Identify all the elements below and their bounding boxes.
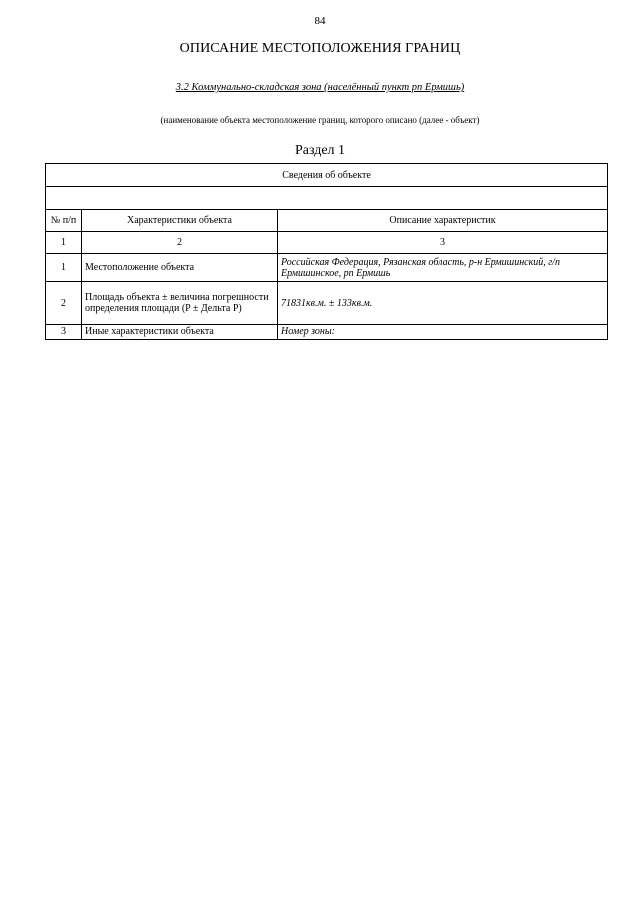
object-caption: (наименование объекта местоположение границ, которого описано (далее - объект) <box>160 115 480 125</box>
table-row <box>46 325 608 340</box>
column-number-2: 2 <box>82 232 278 254</box>
table-header: Сведения об объекте <box>46 164 608 187</box>
table-row <box>46 254 608 282</box>
column-number-1: 1 <box>46 232 82 254</box>
section-title: Раздел 1 <box>294 143 346 158</box>
row-description: Номер зоны: <box>278 325 608 340</box>
row-description: 71831кв.м. ± 133кв.м. <box>278 282 608 325</box>
row-number: 1 <box>46 254 82 282</box>
row-characteristic: Площадь объекта ± величина погрешности определения площади (P ± Дельта P) <box>82 282 278 325</box>
document-title: ОПИСАНИЕ МЕСТОПОЛОЖЕНИЯ ГРАНИЦ <box>179 41 461 56</box>
row-number: 3 <box>46 325 82 340</box>
row-number: 2 <box>46 282 82 325</box>
object-subtitle <box>0 82 640 93</box>
table-row <box>46 282 608 325</box>
column-header-number: № п/п <box>46 210 82 232</box>
column-header-description: Описание характеристик <box>278 210 608 232</box>
row-characteristic: Местоположение объекта <box>82 254 278 282</box>
row-characteristic: Иные характеристики объекта <box>82 325 278 340</box>
column-header-characteristic: Характеристики объекта <box>82 210 278 232</box>
column-number-3: 3 <box>278 232 608 254</box>
row-description: Российская Федерация, Рязанская область, р-н Ермишинский, г/п Ермишинское, рп Ермишь <box>278 254 608 282</box>
object-name: 3.2 Коммунально-складская зона (населённый пункт рп Ермишь) <box>175 82 465 93</box>
object-info-table <box>45 163 608 340</box>
table-empty-row <box>46 187 608 210</box>
page-number: 84 <box>314 15 326 27</box>
